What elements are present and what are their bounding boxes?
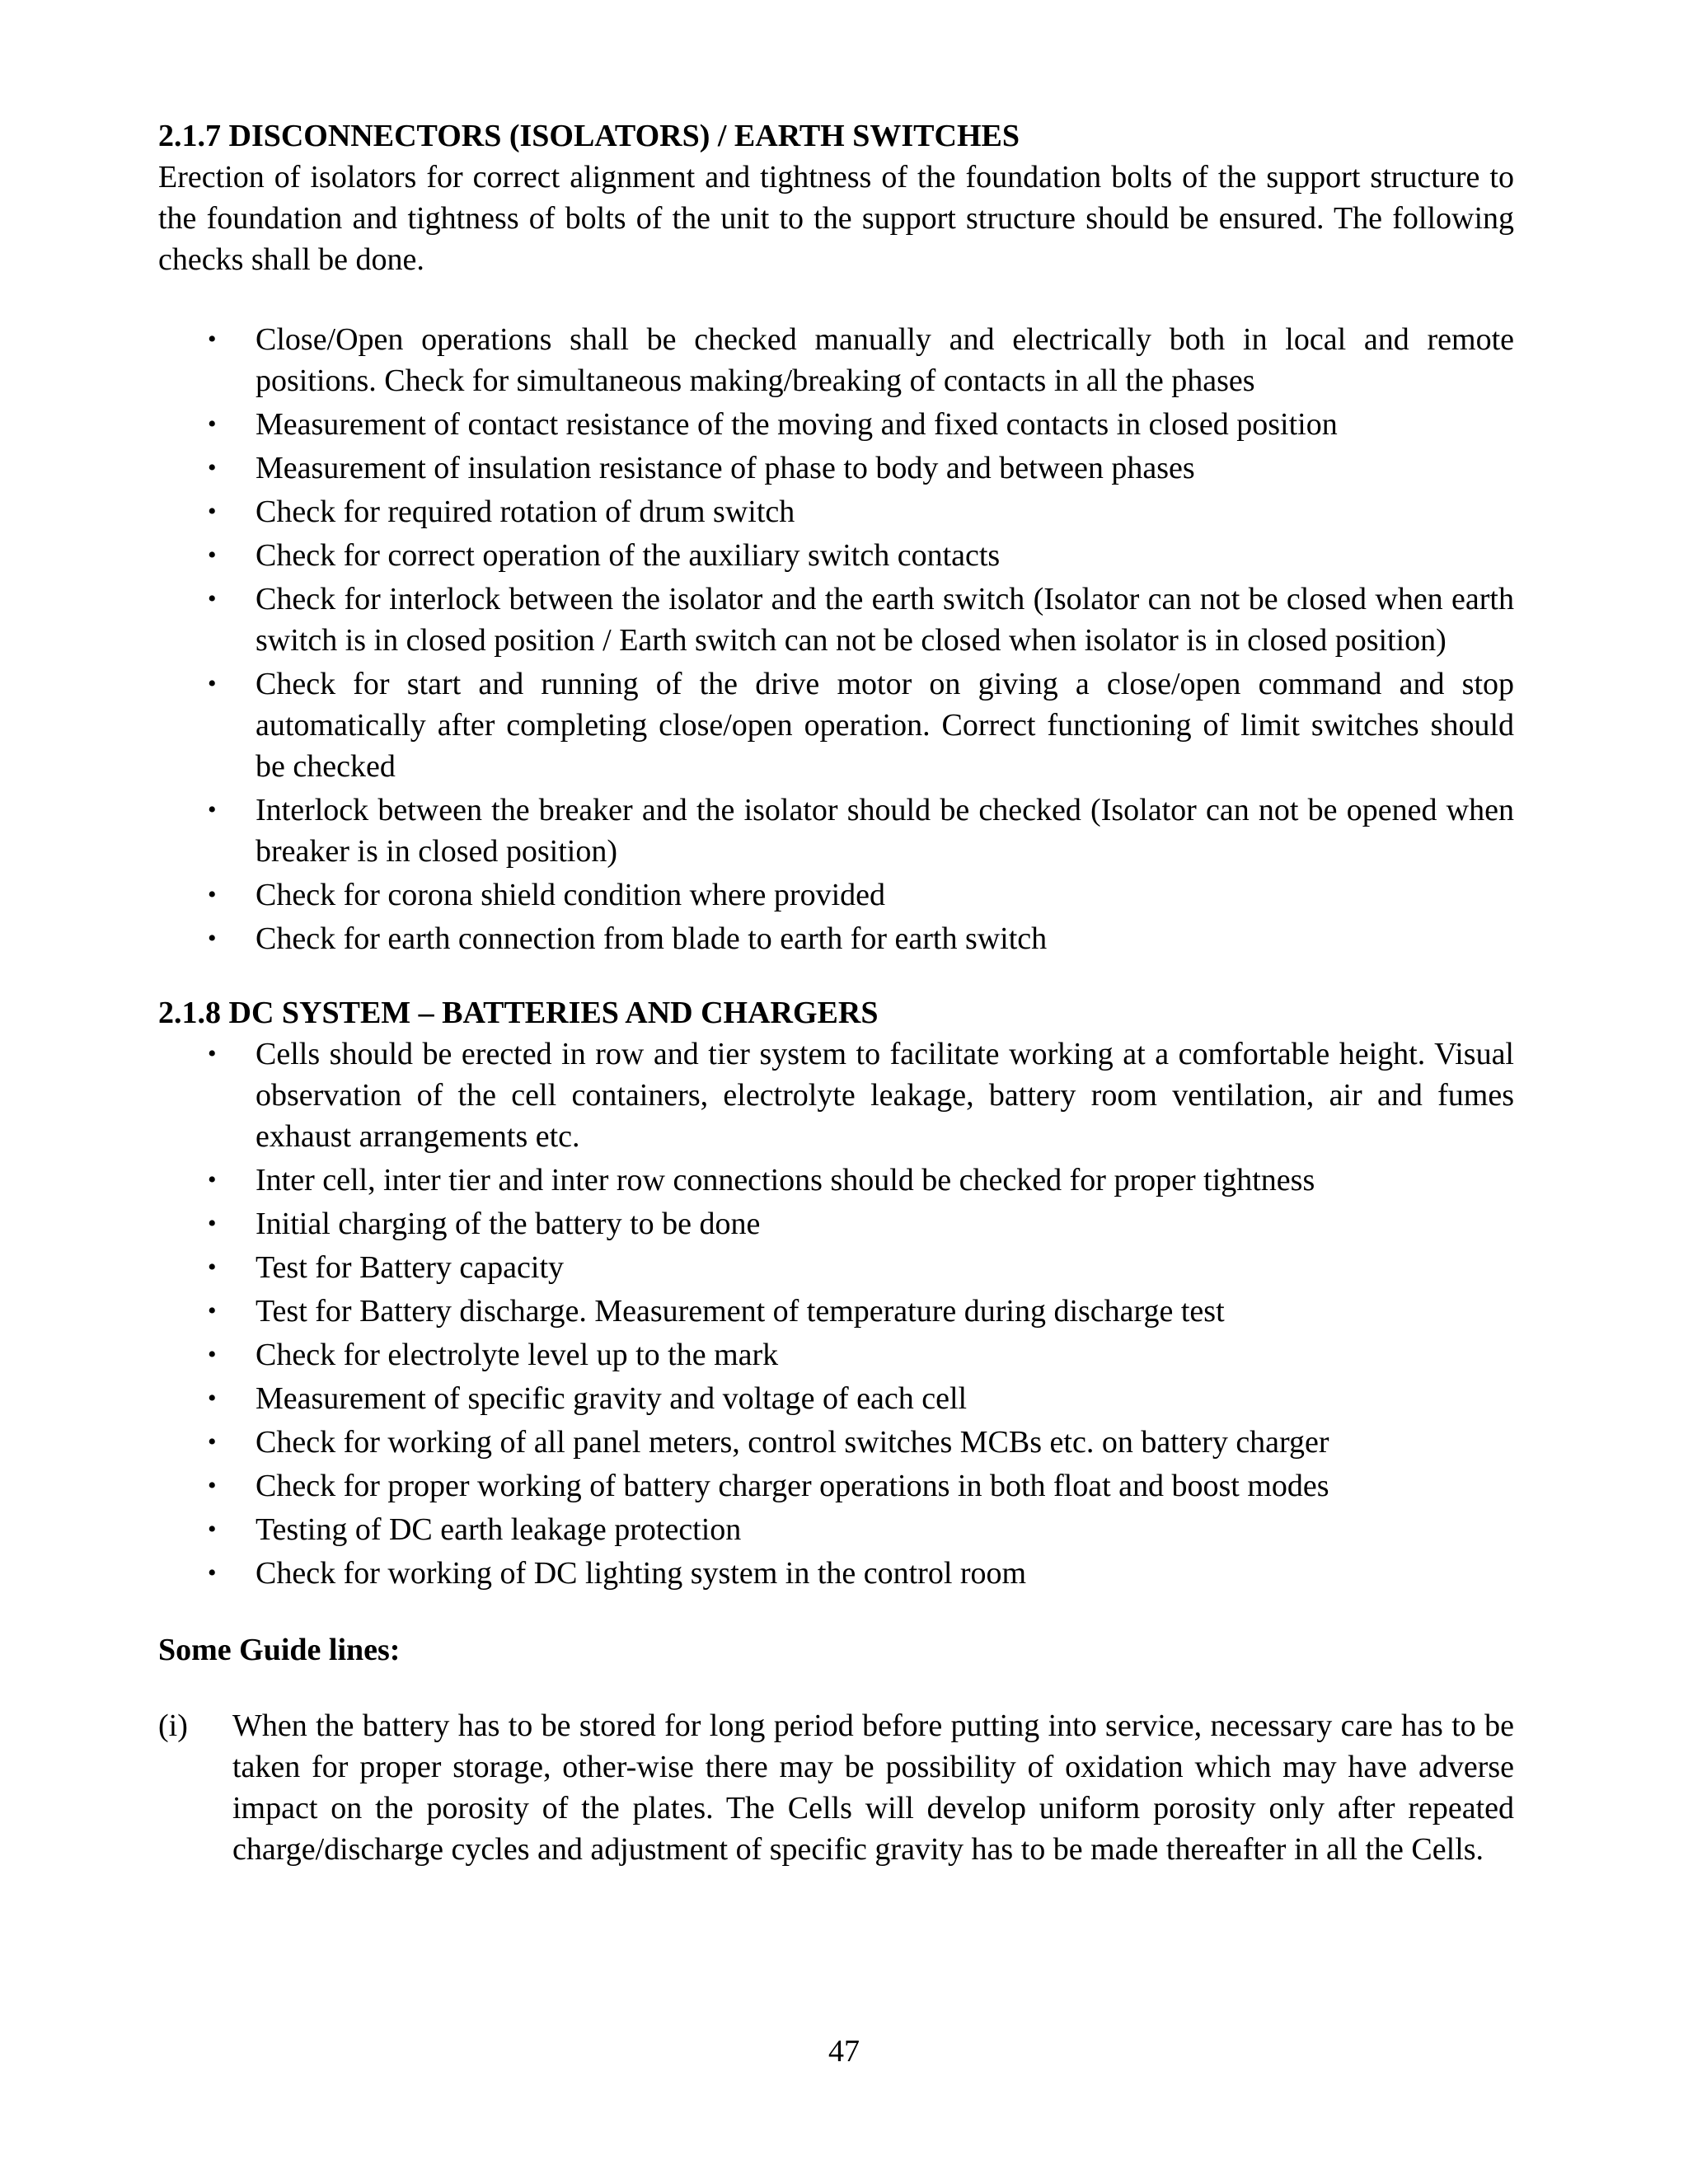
bullet-icon: •	[208, 1516, 217, 1543]
section-heading-dc-system: 2.1.8 DC SYSTEM – BATTERIES AND CHARGERS	[158, 996, 879, 1030]
bullet-icon: •	[208, 498, 217, 525]
section-heading-disconnectors: 2.1.7 DISCONNECTORS (ISOLATORS) / EARTH SWITCHES	[158, 119, 1020, 153]
bullet-icon: •	[208, 881, 217, 908]
bullet-icon: •	[208, 1341, 217, 1368]
page-number: 47	[828, 2034, 860, 2069]
bullet-icon: •	[208, 326, 217, 353]
list-item: • Initial charging of the battery to be done	[158, 1203, 1514, 1244]
list-item: • Check for correct operation of the auxiliary switch contacts	[158, 535, 1514, 576]
list-item: • Check for proper working of battery charger operations in both float and boost modes	[158, 1465, 1514, 1507]
list-item: • Testing of DC earth leakage protection	[158, 1509, 1514, 1550]
list-item: • Check for working of DC lighting system in the control room	[158, 1553, 1514, 1594]
bullet-icon: •	[208, 925, 217, 952]
bullet-icon: •	[208, 1559, 217, 1586]
list-item: • Check for earth connection from blade to earth for earth switch	[158, 918, 1514, 959]
list-item: • Check for working of all panel meters, control switches MCBs etc. on battery charger	[158, 1422, 1514, 1463]
dc-system-checks-list	[158, 1033, 1514, 1594]
list-item: • Test for Battery capacity	[158, 1247, 1514, 1288]
bullet-icon: •	[208, 541, 217, 569]
list-item: • Cells should be erected in row and tier system to facilitate working at a comfortable height. Visual observation of the cell containers, electrolyte leakage, battery room ventilation, air and fumes exhaust arrangements etc.	[158, 1033, 1514, 1157]
list-item: • Check for interlock between the isolator and the earth switch (Isolator can not be closed when earth switch is in closed position / Earth switch can not be closed when isolator is in closed position)	[158, 579, 1514, 661]
bullet-icon: •	[208, 1166, 217, 1193]
bullet-icon: •	[208, 1040, 217, 1067]
bullet-icon: •	[208, 1385, 217, 1412]
list-item: • Check for required rotation of drum switch	[158, 491, 1514, 532]
bullet-icon: •	[208, 1297, 217, 1324]
list-item: • Close/Open operations shall be checked manually and electrically both in local and remote positions. Check for simultaneous making/breaking of contacts in all the phases	[158, 319, 1514, 401]
list-item: • Measurement of contact resistance of the moving and fixed contacts in closed position	[158, 404, 1514, 445]
list-item: • Test for Battery discharge. Measurement of temperature during discharge test	[158, 1291, 1514, 1332]
bullet-icon: •	[208, 796, 217, 823]
list-item: • Measurement of insulation resistance of phase to body and between phases	[158, 448, 1514, 489]
bullet-icon: •	[208, 670, 217, 697]
bullet-icon: •	[208, 1254, 217, 1281]
list-item: • Check for corona shield condition where provided	[158, 874, 1514, 916]
guideline-text: When the battery has to be stored for long period before putting into service, necessary care has to be taken for proper storage, other-wise there may be possibility of oxidation which may have adverse impact on the porosity of the plates. The Cells will develop uniform porosity only after repeated charge/discharge cycles and adjustment of specific gravity has to be made thereafter in all the Cells.	[232, 1708, 1514, 1867]
list-item: • Interlock between the breaker and the isolator should be checked (Isolator can not be opened when breaker is in closed position)	[158, 790, 1514, 872]
bullet-icon: •	[208, 454, 217, 481]
bullet-icon: •	[208, 1210, 217, 1237]
list-item: • Check for start and running of the drive motor on giving a close/open command and stop automatically after completing close/open operation. Correct functioning of limit switches should be checked	[158, 663, 1514, 787]
list-item: • Check for electrolyte level up to the mark	[158, 1334, 1514, 1376]
bullet-icon: •	[208, 585, 217, 612]
document-page	[158, 115, 1514, 1870]
bullet-icon: •	[208, 410, 217, 438]
section-intro-paragraph: Erection of isolators for correct alignment and tightness of the foundation bolts of the support structure to the foundation and tightness of bolts of the unit to the support structure should be ensured. The following checks shall be done.	[158, 160, 1514, 277]
bullet-icon: •	[208, 1428, 217, 1455]
guidelines-heading: Some Guide lines:	[158, 1633, 401, 1667]
list-item: • Measurement of specific gravity and voltage of each cell	[158, 1378, 1514, 1419]
disconnector-checks-list	[158, 319, 1514, 959]
guideline-item	[158, 1705, 1514, 1870]
bullet-icon: •	[208, 1472, 217, 1499]
list-item: • Inter cell, inter tier and inter row connections should be checked for proper tightness	[158, 1160, 1514, 1201]
guideline-marker: (i)	[158, 1708, 188, 1743]
